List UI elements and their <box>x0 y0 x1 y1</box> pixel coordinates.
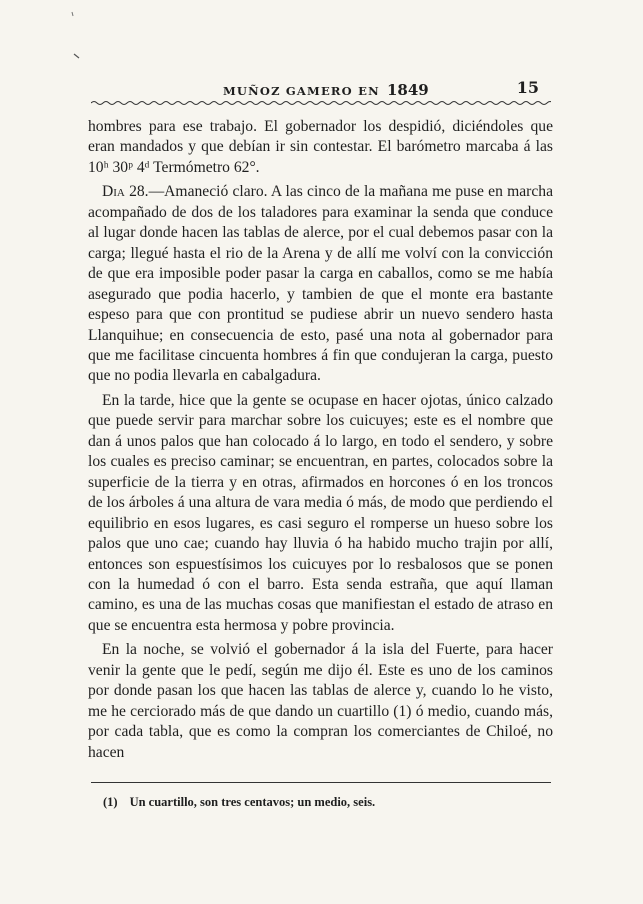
footnote-text: Un cuartillo, son tres centavos; un medio, seis. <box>129 795 376 809</box>
footnote-rule <box>91 782 551 783</box>
footnote <box>103 795 543 810</box>
entry-date: Dia 28. <box>102 183 149 201</box>
paragraph: hombres para ese trabajo. El gobernador los despidió, diciéndoles que eran mandados y que debían ir sin contestar. El barómetro marcaba á las 10ʰ 30ᵖ 4ᵈ Termómetro 62°. <box>88 118 553 176</box>
header-ornament-rule <box>91 98 551 108</box>
page-number: 15 <box>516 78 539 97</box>
paragraph: Dia 28.—Amaneció claro. A las cinco de la mañana me puse en marcha acompañado de dos de los taladores para examinar la senda que conduce al lugar donde hacen las tablas de alerce, por el cual debemos pasar con la carga; llegué hasta el rio de la Arena y de allí me volví con la convicción de que era imposible poder pasar la carga en caballos, como se me había asegurado que podia hacerlo, y tambien de que el monte era bastante espeso para que con prontitud se pudiese abrir un nuevo sendero hasta Llanquihue; en consecuencia de esto, pasé una nota al gobernador para que me facilitase cincuenta hombres á fin que condujeran la carga, puesto que no podia llevarla en cabalgadura. <box>88 183 553 385</box>
margin-smudges <box>70 10 100 70</box>
footnote-number: (1) <box>103 795 118 809</box>
paragraph: En la noche, se volvió el gobernador á la isla del Fuerte, para hacer venir la gente que le pedí, según me dijo él. Este es uno de los caminos por donde pasan los que hacen las tablas de alerce y, cuando lo he visto, me he cerciorado más de que dando un cuartillo (1) ó medio, cuando más, por cada tabla, que es como la compran los comerciantes de Chiloé, no hacen <box>88 641 553 761</box>
body-text <box>88 117 553 767</box>
running-title: MUÑOZ GAMERO EN 1849 <box>223 81 429 99</box>
header-year: 1849 <box>387 81 429 99</box>
paragraph: En la tarde, hice que la gente se ocupase en hacer ojotas, único calzado que puede servir para marchar sobre los cuicuyes; este es el nombre que dan á unos palos que han colocado á lo largo, en todo el sendero, y sobre los cuales es preciso caminar; se encuentran, en partes, colocados sobre la superficie de la tierra y en otras, afirmados en horcones ó en los troncos de los árboles á una altura de vara media ó más, de modo que perdiendo el equilibrio en esos lugares, es casi seguro el romperse un hueso sobre los palos que uno cae; cuando hay lluvia ó ha habido mucho trajin por allí, entonces son espuestísimos los cuicuyes por lo resbalosos que se ponen con la humedad ó con el barro. Esta senda estraña, que aquí llaman camino, es una de las muchas cosas que manifiestan el estado de atraso en que se encuentra esta hermosa y pobre provincia. <box>88 391 553 634</box>
